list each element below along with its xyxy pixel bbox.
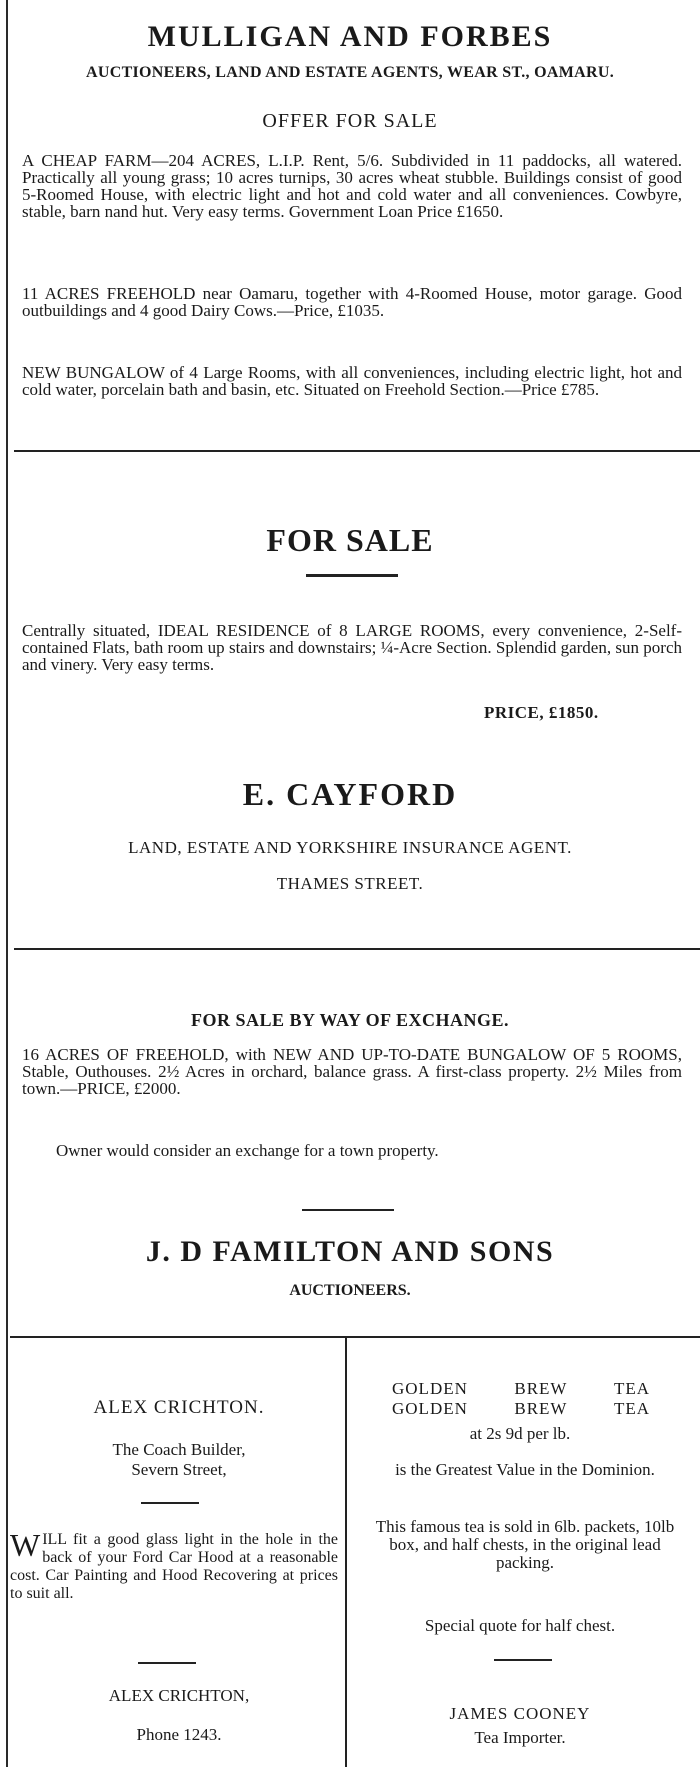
cayford-price: PRICE, £1850.: [484, 703, 599, 722]
tea-word: BREW: [514, 1399, 568, 1418]
cayford-heading: FOR SALE: [266, 522, 434, 558]
column-rule: [141, 1502, 199, 1504]
column-divider: [345, 1336, 347, 1767]
section-divider: [14, 450, 700, 452]
crichton-phone: Phone 1243.: [136, 1725, 222, 1744]
crichton-body-text: ILL fit a good glass light in the hole in the back of your Ford Car Hood at a reasonable cost. Car Painting and Hood Recovering at prices to suit all.: [10, 1531, 338, 1602]
tea-word: GOLDEN: [392, 1379, 468, 1398]
mulligan-listing-farm: A CHEAP FARM—204 ACRES, L.I.P. Rent, 5/6. Subdivided in 11 paddocks, all watered. Practically all young grass; 10 acres turnips, 30 acres wheat stubble. Buildings consist of good 5-Roomed House, with electric light and hot and cold water and all conveniences. Cowbyre, stable, barn nand hut. Very easy terms. Government Loan Price £1650.: [22, 151, 682, 221]
mulligan-title: MULLIGAN AND FORBES: [147, 20, 553, 53]
cayford-name: E. CAYFORD: [242, 776, 458, 812]
mulligan-offer: OFFER FOR SALE: [262, 110, 438, 132]
familton-listing: 16 ACRES OF FREEHOLD, with NEW AND UP-TO-DATE BUNGALOW OF 5 ROOMS, Stable, Outhouses. 2½ Acres in orchard, balance grass. A first-class property. 2½ Miles from town.—PRICE, £2000.: [22, 1045, 682, 1098]
cayford-street: THAMES STREET.: [276, 874, 424, 893]
cayford-description: Centrally situated, IDEAL RESIDENCE of 8 LARGE ROOMS, every convenience, 2-Self-contained Flats, bath room up stairs and downstairs; ¼-Acre Section. Splendid garden, sun porch and vinery. Very easy terms.: [22, 621, 682, 674]
familton-name: J. D FAMILTON AND SONS: [145, 1235, 555, 1268]
tea-row-1: [392, 1379, 650, 1399]
crichton-line2: Severn Street,: [131, 1460, 227, 1479]
mulligan-listing-freehold: 11 ACRES FREEHOLD near Oamaru, together with 4-Roomed House, motor garage. Good outbuildings and 4 good Dairy Cows.—Price, £1035.: [22, 284, 682, 320]
heading-underline: [306, 574, 398, 577]
column-rule: [138, 1662, 196, 1664]
cayford-role: LAND, ESTATE AND YORKSHIRE INSURANCE AGENT.: [128, 838, 572, 857]
tea-row-2: [392, 1399, 650, 1419]
tea-price: at 2s 9d per lb.: [469, 1424, 571, 1443]
mulligan-listing-bungalow: NEW BUNGALOW of 4 Large Rooms, with all conveniences, including electric light, hot and cold water, porcelain bath and basin, etc. Situated on Freehold Section.—Price £785.: [22, 363, 682, 399]
familton-note: Owner would consider an exchange for a town property.: [56, 1141, 439, 1160]
ornament-rule: [302, 1209, 394, 1211]
dropcap-letter: W: [10, 1527, 41, 1563]
crichton-name: ALEX CRICHTON.: [93, 1397, 265, 1418]
crichton-line1: The Coach Builder,: [112, 1440, 246, 1459]
familton-role: AUCTIONEERS.: [289, 1282, 411, 1299]
tea-word: GOLDEN: [392, 1399, 468, 1418]
column-rule: [494, 1659, 552, 1661]
tea-seller: JAMES COONEY: [449, 1704, 591, 1723]
mulligan-subtitle: AUCTIONEERS, LAND AND ESTATE AGENTS, WEAR ST., OAMARU.: [86, 64, 614, 81]
tea-seller-role: Tea Importer.: [474, 1728, 566, 1747]
familton-heading: FOR SALE BY WAY OF EXCHANGE.: [190, 1010, 510, 1030]
crichton-body: [10, 1527, 338, 1603]
crichton-sign: ALEX CRICHTON,: [108, 1686, 250, 1705]
section-divider: [14, 948, 700, 950]
tea-value: is the Greatest Value in the Dominion.: [395, 1460, 655, 1479]
section-divider: [10, 1336, 700, 1338]
tea-word: TEA: [613, 1379, 650, 1398]
tea-packing: This famous tea is sold in 6lb. packets, 10lb box, and half chests, in the original lead packing.: [375, 1517, 675, 1572]
tea-word: BREW: [514, 1379, 568, 1398]
tea-quote: Special quote for half chest.: [424, 1616, 616, 1635]
tea-word: TEA: [613, 1399, 650, 1418]
